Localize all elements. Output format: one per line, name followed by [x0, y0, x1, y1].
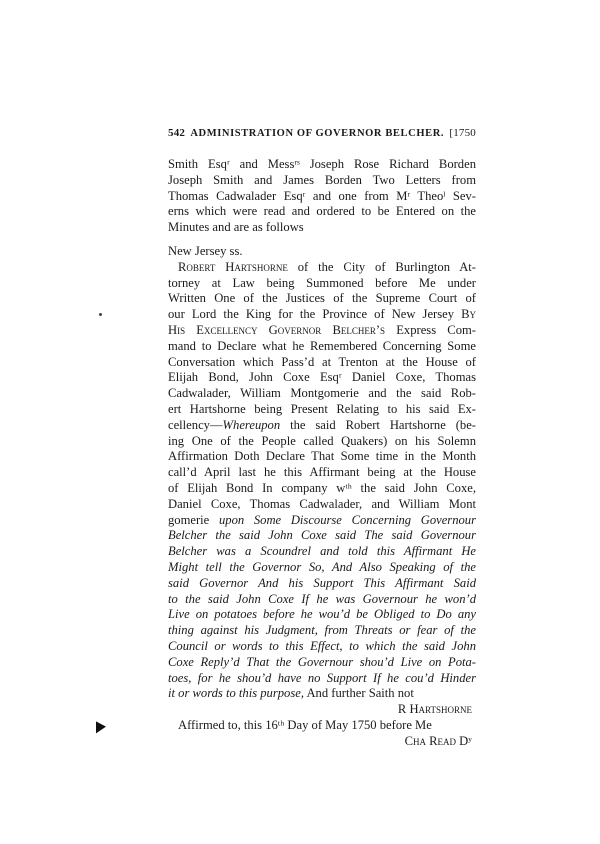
text-line [168, 560, 476, 576]
text-line [168, 339, 476, 355]
text-segment: By [461, 307, 476, 322]
text-line: Minutes and are as follows [168, 220, 304, 235]
document-page [168, 127, 476, 749]
text-line [168, 592, 476, 608]
text-segment: Daniel Coxe, Thomas Cadwalader, and William Mont [168, 496, 476, 511]
text-segment: to the said John Coxe If he was Governour he won’d [168, 591, 476, 606]
affirmation-line: Affirmed to, this 16ᵗʰ Day of May 1750 before Me [178, 717, 432, 732]
page-speck [99, 313, 102, 316]
page-number: 542 [168, 127, 186, 139]
text-segment: Written One of the Justices of the Supreme Court of [168, 291, 476, 306]
text-segment: Elijah Bond, John Coxe Esqʳ Daniel Coxe, Thomas [168, 370, 476, 385]
text-line [168, 323, 476, 339]
text-segment: Whereupon [222, 417, 281, 432]
text-line [168, 671, 476, 687]
text-segment: ing One of the People called Quakers) on his Solemn [168, 433, 476, 448]
text-line [168, 576, 476, 592]
signature: R Hartshorne [397, 702, 472, 717]
text-segment: Belcher the said John Coxe said The said Governour [168, 528, 476, 543]
text-line [168, 370, 476, 386]
text-line: Smith Esqʳ and Messʳˢ Joseph Rose Richard Borden [168, 157, 476, 171]
text-segment: Robert Hartshorne [178, 259, 288, 274]
text-segment: our Lord the King for the Province of New Jersey [168, 307, 462, 322]
venue-line: New Jersey ss. [168, 243, 243, 258]
text-segment: call’d April last he this Affirmant being at the House [168, 465, 476, 480]
text-line [168, 402, 476, 418]
text-segment: Affirmation Doth Declare That Some time in the Month [168, 449, 476, 464]
text-segment: Cadwalader, William Montgomerie and the said Rob- [168, 386, 476, 401]
text-line [168, 355, 476, 371]
text-segment: Council or words to this Effect, to which the said John [168, 638, 476, 653]
text-segment: cellency— [168, 417, 223, 432]
text-segment: of Elijah Bond In company wᵗʰ the said John Coxe, [168, 480, 476, 495]
text-segment: mand to Declare what he Remembered Concerning Some [168, 338, 476, 353]
running-header [168, 127, 476, 145]
text-segment: upon Some Discourse Concerning Governour [218, 512, 477, 527]
text-line [168, 276, 476, 292]
text-line [168, 481, 476, 497]
text-segment: it or words to this purpose, [168, 686, 304, 701]
text-segment: Might tell the Governor So, And Also Speaking of the [168, 559, 476, 574]
text-line [168, 686, 476, 702]
text-line [168, 607, 476, 623]
witness-signature: Cha Read Dʸ [404, 733, 472, 748]
running-title: ADMINISTRATION OF GOVERNOR BELCHER. [190, 128, 445, 139]
text-segment: Conversation which Pass’d at Trenton at the House of [168, 354, 476, 369]
text-segment: said Governor And his Support This Affirmant Said [168, 575, 476, 590]
text-line [168, 260, 476, 276]
year-mark: [1750 [449, 127, 476, 139]
text-segment: of the City of Burlington At- [287, 259, 476, 274]
text-line [168, 307, 476, 323]
text-line: erns which were read and ordered to be Entered on the [168, 204, 476, 219]
text-line [168, 528, 476, 544]
text-line [168, 465, 476, 481]
corner-mark-icon [96, 721, 106, 738]
text-segment: toes, for he shou’d have no Support If he cou’d Hinder [168, 670, 476, 685]
text-body [168, 157, 476, 749]
text-line: Joseph Smith and James Borden Two Letters from [168, 172, 476, 187]
text-line [168, 291, 476, 307]
text-line [168, 639, 476, 655]
text-segment: thing against his Judgment, from Threats or fear of the [168, 623, 476, 638]
text-segment: And further Saith not [304, 686, 414, 701]
text-line [168, 449, 476, 465]
text-line [168, 544, 476, 560]
text-segment: Live on potatoes before he wou’d be Obliged to Do any [168, 607, 476, 622]
deposition-paragraph [168, 260, 476, 702]
text-segment: gomerie [168, 512, 219, 527]
text-line [168, 386, 476, 402]
text-segment: ert Hartshorne being Present Relating to his said Ex- [168, 401, 476, 416]
text-segment: torney at Law being Summoned before Me under [168, 275, 476, 290]
text-line [168, 434, 476, 450]
text-line [168, 497, 476, 513]
text-segment: Belcher was a Scoundrel and told this Affirmant He [168, 544, 476, 559]
text-segment: the said Robert Hartshorne (be- [280, 417, 476, 432]
text-line [168, 655, 476, 671]
text-segment: Coxe Reply’d That the Governour shou’d Live on Pota- [168, 654, 476, 669]
text-line [168, 513, 476, 529]
text-line [168, 418, 476, 434]
text-segment: Express Com- [385, 322, 476, 337]
text-line: Thomas Cadwalader Esqʳ and one from Mʳ Theoˡ Sev- [168, 188, 476, 203]
text-segment: His Excellency Governor Belcher’s [168, 322, 386, 337]
text-line [168, 623, 476, 639]
